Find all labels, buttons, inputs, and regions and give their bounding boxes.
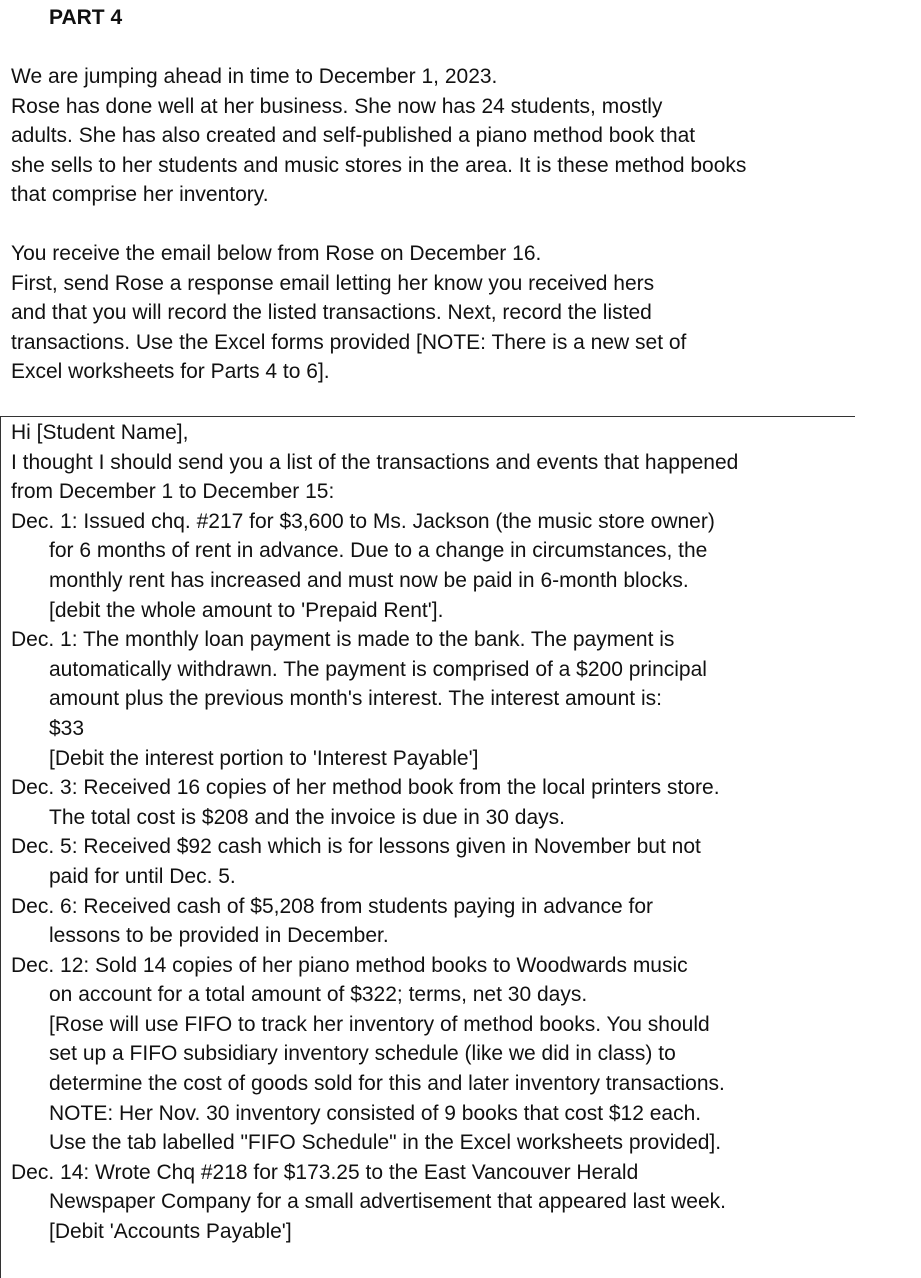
entry-first-line: Dec. 1: The monthly loan payment is made to the bank. The payment is [11,628,675,652]
intro-paragraph-2 [11,239,871,387]
entry-first-line: Dec. 5: Received $92 cash which is for lessons given in November but not [11,835,701,859]
entry-first-line: Dec. 6: Received cash of $5,208 from students paying in advance for [11,894,654,918]
intro-line: We are jumping ahead in time to December 1, 2023. [11,65,498,88]
entry-continuation: [debit the whole amount to 'Prepaid Rent']. [49,598,444,622]
transaction-entry [11,951,871,1158]
entry-continuation: amount plus the previous month's interest. The interest amount is: [49,687,662,711]
entry-continuation: The total cost is $208 and the invoice is due in 30 days. [49,805,565,829]
entry-continuation: set up a FIFO subsidiary inventory schedule (like we did in class) to [49,1042,676,1066]
intro-line: You receive the email below from Rose on December 16. [11,242,542,265]
intro-line: First, send Rose a response email letting her know you received hers [11,271,655,295]
intro-line: that comprise her inventory. [11,183,269,207]
entry-continuation: Use the tab labelled "FIFO Schedule" in the Excel worksheets provided]. [49,1131,722,1155]
entry-first-line: Dec. 3: Received 16 copies of her method book from the local printers store. [11,776,720,800]
intro-line: she sells to her students and music stores in the area. It is these method books [11,153,747,177]
entry-continuation: determine the cost of goods sold for this and later inventory transactions. [49,1072,725,1096]
entry-continuation: paid for until Dec. 5. [49,864,236,888]
intro-line: Rose has done well at her business. She now has 24 students, mostly [11,94,663,118]
intro-paragraph-1 [11,62,871,210]
entry-continuation: monthly rent has increased and must now be paid in 6-month blocks. [49,568,689,592]
email-greeting: Hi [Student Name], [11,421,189,444]
entry-continuation: [Debit 'Accounts Payable'] [49,1220,292,1244]
email-opening-line: from December 1 to December 15: [11,480,335,504]
entry-continuation: Newspaper Company for a small advertisement that appeared last week. [49,1190,727,1214]
transaction-entry [11,625,871,773]
transaction-entry [11,892,871,951]
entry-continuation: for 6 months of rent in advance. Due to a change in circumstances, the [49,539,708,563]
transaction-entry [11,773,871,832]
entry-continuation: on account for a total amount of $322; terms, net 30 days. [49,983,588,1007]
intro-line: transactions. Use the Excel forms provided [NOTE: There is a new set of [11,330,687,354]
intro-line: and that you will record the listed transactions. Next, record the listed [11,301,652,325]
entry-continuation: [Rose will use FIFO to track her inventory of method books. You should [49,1012,710,1036]
intro-line: adults. She has also created and self-published a piano method book that [11,124,696,148]
email-opening-line: I thought I should send you a list of the transactions and events that happened [11,450,739,474]
entry-continuation: lessons to be provided in December. [49,924,389,948]
entry-first-line: Dec. 14: Wrote Chq #218 for $173.25 to the East Vancouver Herald [11,1160,639,1184]
entry-continuation: [Debit the interest portion to 'Interest Payable'] [49,746,479,770]
entry-continuation: $33 [49,716,85,740]
transaction-entry [11,1158,871,1247]
intro-line: Excel worksheets for Parts 4 to 6]. [11,360,330,384]
entry-continuation: NOTE: Her Nov. 30 inventory consisted of 9 books that cost $12 each. [49,1101,702,1125]
transaction-entry [11,832,871,891]
entry-continuation: automatically withdrawn. The payment is comprised of a $200 principal [49,657,707,681]
entry-first-line: Dec. 12: Sold 14 copies of her piano method books to Woodwards music [11,953,688,977]
part-heading: PART 4 [49,6,123,29]
email-body [11,418,871,1247]
entry-first-line: Dec. 1: Issued chq. #217 for $3,600 to Ms. Jackson (the music store owner) [11,509,715,533]
transaction-entry [11,507,871,625]
